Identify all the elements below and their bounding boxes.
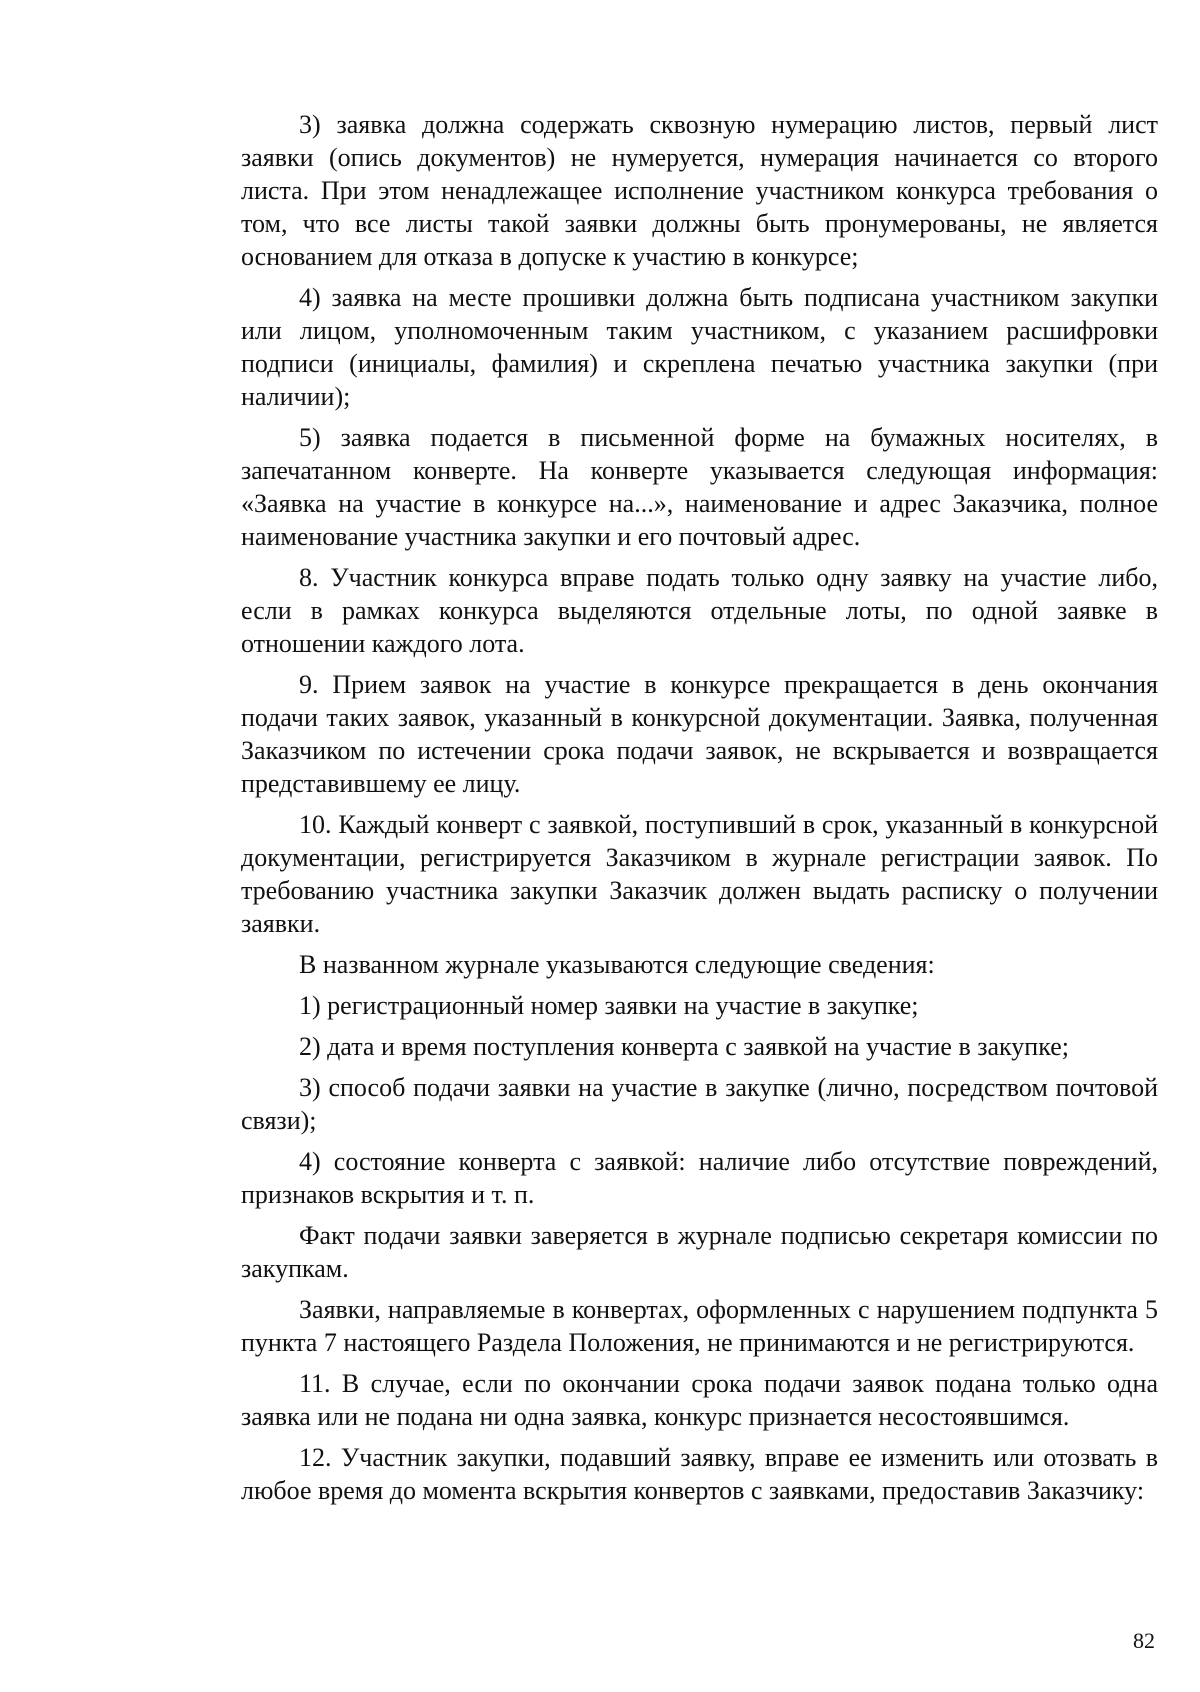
- paragraph-journal-intro: В названном журнале указываются следующие сведения:: [299, 950, 935, 979]
- document-body: [241, 108, 1158, 1515]
- paragraph-4-signature: 4) заявка на месте прошивки должна быть подписана участником закупки или лицом, уполномоченным таким участником, с указанием расшифровки подписи (инициалы, фамилия) и скреплена печатью участника закупки (при наличии);: [241, 283, 1158, 411]
- paragraph-11-failed-tender: 11. В случае, если по окончании срока подачи заявок подана только одна заявка или не подана ни одна заявка, конкурс признается несостоявшимся.: [241, 1369, 1158, 1431]
- paragraph-journal-item-3: 3) способ подачи заявки на участие в закупке (лично, посредством почтовой связи);: [241, 1073, 1158, 1135]
- paragraph-journal-signature: Факт подачи заявки заверяется в журнале подписью секретаря комиссии по закупкам.: [241, 1221, 1158, 1283]
- paragraph-9-acceptance-end: 9. Прием заявок на участие в конкурсе прекращается в день окончания подачи таких заявок, указанный в конкурсной документации. Заявка, полученная Заказчиком по истечении срока подачи заявок, не вскрывается и возвращается представившему ее лицу.: [241, 670, 1158, 798]
- paragraph-rejected-envelopes: Заявки, направляемые в конвертах, оформленных с нарушением подпункта 5 пункта 7 настоящего Раздела Положения, не принимаются и не регистрируются.: [241, 1295, 1158, 1357]
- paragraph-5-envelope: 5) заявка подается в письменной форме на бумажных носителях, в запечатанном конверте. На конверте указывается следующая информация: «Заявка на участие в конкурсе на...», наименование и адрес Заказчика, полное наименование участника закупки и его почтовый адрес.: [241, 423, 1158, 551]
- page-number: 82: [1133, 1628, 1155, 1653]
- paragraph-journal-item-2: 2) дата и время поступления конверта с заявкой на участие в закупке;: [299, 1032, 1069, 1061]
- paragraph-journal-item-1: 1) регистрационный номер заявки на участие в закупке;: [299, 991, 919, 1020]
- paragraph-3-numbering: 3) заявка должна содержать сквозную нумерацию листов, первый лист заявки (опись документов) не нумеруется, нумерация начинается со второго листа. При этом ненадлежащее исполнение участником конкурса требования о том, что все листы такой заявки должны быть пронумерованы, не является основанием для отказа в допуске к участию в конкурсе;: [241, 110, 1158, 271]
- paragraph-12-withdrawal: 12. Участник закупки, подавший заявку, вправе ее изменить или отозвать в любое время до момента вскрытия конвертов с заявками, предоставив Заказчику:: [241, 1443, 1158, 1505]
- paragraph-10-registration: 10. Каждый конверт с заявкой, поступивший в срок, указанный в конкурсной документации, регистрируется Заказчиком в журнале регистрации заявок. По требованию участника закупки Заказчик должен выдать расписку о получении заявки.: [241, 810, 1158, 938]
- paragraph-journal-item-4: 4) состояние конверта с заявкой: наличие либо отсутствие повреждений, признаков вскрытия и т. п.: [241, 1147, 1158, 1209]
- paragraph-8-single-application: 8. Участник конкурса вправе подать только одну заявку на участие либо, если в рамках конкурса выделяются отдельные лоты, по одной заявке в отношении каждого лота.: [241, 563, 1158, 658]
